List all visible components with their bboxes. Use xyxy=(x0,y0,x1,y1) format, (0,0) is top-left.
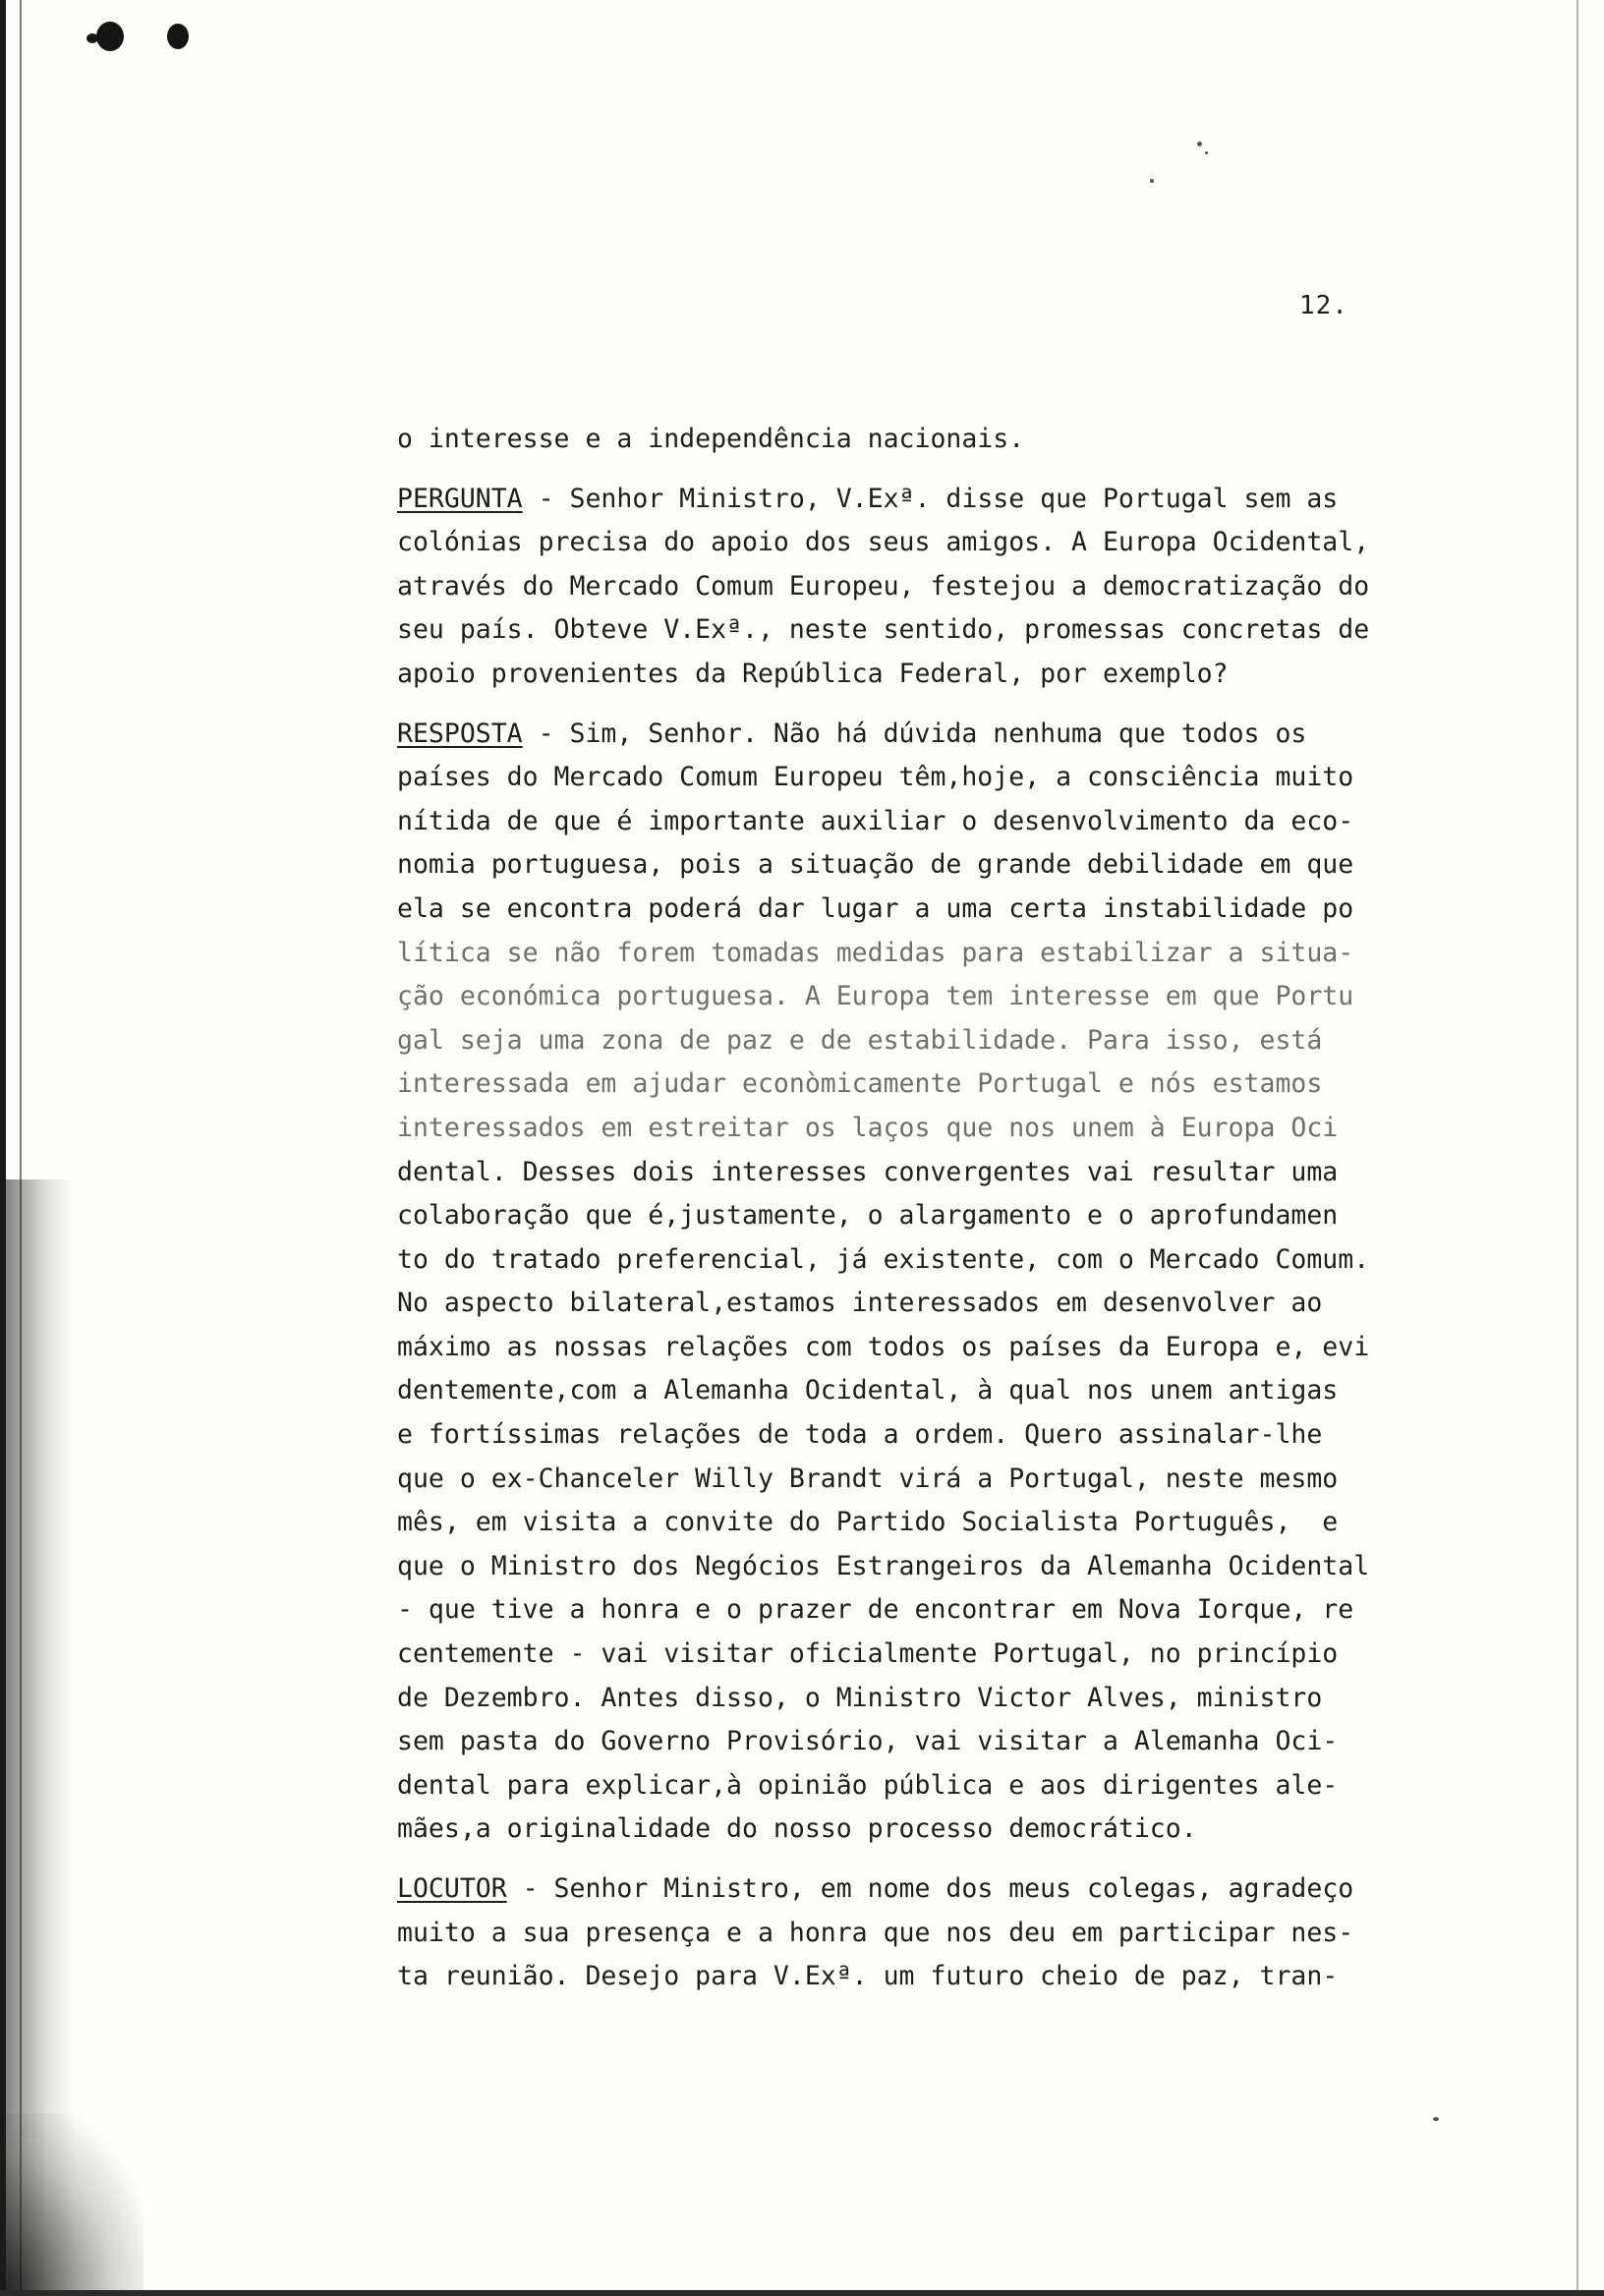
text-line xyxy=(397,1326,1508,1370)
text-line xyxy=(397,1545,1508,1589)
text-line xyxy=(397,608,1508,653)
text-line xyxy=(397,478,1508,522)
line-text: nítida de que é importante auxiliar o desenvolvimento da eco- xyxy=(397,805,1354,836)
text-line xyxy=(397,756,1508,800)
line-text: ção económica portuguesa. A Europa tem interesse em que Portu xyxy=(397,981,1354,1012)
line-text: muito a sua presença e a honra que nos deu em participar nes- xyxy=(397,1917,1354,1948)
paragraph xyxy=(397,418,1508,462)
text-line xyxy=(397,1151,1508,1195)
text-line xyxy=(397,1413,1508,1458)
line-text: que o Ministro dos Negócios Estrangeiros da Alemanha Ocidental xyxy=(397,1550,1370,1581)
text-line xyxy=(397,653,1508,697)
line-text: máximo as nossas relações com todos os países da Europa e, evi xyxy=(397,1331,1370,1362)
speaker-label: RESPOSTA xyxy=(397,718,523,749)
line-text: sem pasta do Governo Provisório, vai visitar a Alemanha Oci- xyxy=(397,1726,1339,1757)
text-line xyxy=(397,1588,1508,1633)
text-line xyxy=(397,418,1508,462)
line-text: interessada em ajudar econòmicamente Portugal e nós estamos xyxy=(397,1068,1323,1100)
text-line xyxy=(397,1369,1508,1413)
document-body xyxy=(397,418,1508,1999)
line-text: através do Mercado Comum Europeu, festejou a democratização do xyxy=(397,570,1370,602)
text-line xyxy=(397,1677,1508,1721)
text-line xyxy=(397,1912,1508,1956)
ink-blot xyxy=(96,22,124,51)
ink-speck xyxy=(1197,142,1202,146)
text-line xyxy=(397,1107,1508,1151)
line-text: - Senhor Ministro, V.Exª. disse que Portugal sem as xyxy=(522,483,1339,514)
line-text: gal seja uma zona de paz e de estabilidade. Para isso, está xyxy=(397,1024,1323,1056)
dialogue-locutor xyxy=(397,1867,1508,1999)
line-text: e fortíssimas relações de toda a ordem. Quero assinalar-lhe xyxy=(397,1419,1323,1451)
text-line xyxy=(397,1062,1508,1107)
line-text: que o ex-Chanceler Willy Brandt virá a Portugal, neste mesmo xyxy=(397,1463,1339,1494)
text-line xyxy=(397,1238,1508,1283)
text-line xyxy=(397,1194,1508,1238)
line-text: - Sim, Senhor. Não há dúvida nenhuma que todos os xyxy=(522,718,1307,749)
text-line xyxy=(397,843,1508,888)
speaker-label: LOCUTOR xyxy=(397,1873,507,1904)
line-text: ela se encontra poderá dar lugar a uma certa instabilidade po xyxy=(397,892,1354,924)
text-line xyxy=(397,713,1508,757)
text-line xyxy=(397,1633,1508,1677)
line-text: interessados em estreitar os laços que nos unem à Europa Oci xyxy=(397,1112,1339,1143)
dialogue-resposta xyxy=(397,713,1508,1852)
line-text: colaboração que é,justamente, o alargamento e o aprofundamen xyxy=(397,1200,1339,1232)
ink-blot xyxy=(167,24,189,49)
line-text: nomia portuguesa, pois a situação de grande debilidade em que xyxy=(397,849,1354,881)
line-text: dental. Desses dois interesses convergentes vai resultar uma xyxy=(397,1156,1339,1187)
dialogue-pergunta xyxy=(397,478,1508,697)
speaker-label: PERGUNTA xyxy=(397,483,523,514)
line-text: países do Mercado Comum Europeu têm,hoje, a consciência muito xyxy=(397,762,1354,793)
line-text: dental para explicar,à opinião pública e aos dirigentes ale- xyxy=(397,1769,1339,1801)
text-line xyxy=(397,1867,1508,1912)
line-text: No aspecto bilateral,estamos interessados em desenvolver ao xyxy=(397,1288,1323,1319)
text-line xyxy=(397,975,1508,1019)
line-text: centemente - vai visitar oficialmente Portugal, no princípio xyxy=(397,1638,1339,1670)
line-text: apoio provenientes da República Federal, por exemplo? xyxy=(397,658,1229,689)
line-text: ta reunião. Desejo para V.Exª. um futuro cheio de paz, tran- xyxy=(397,1961,1339,1992)
paragraph-gap xyxy=(397,1852,1508,1867)
scan-grime-corner xyxy=(6,2113,143,2296)
line-text: to do tratado preferencial, já existente, com o Mercado Comum. xyxy=(397,1243,1370,1275)
ink-blot xyxy=(86,33,98,43)
text-line xyxy=(397,1764,1508,1808)
paragraph-gap xyxy=(397,462,1508,478)
line-text: mães,a originalidade do nosso processo democrático. xyxy=(397,1813,1197,1845)
text-line xyxy=(397,1458,1508,1502)
page-number: 12. xyxy=(1299,291,1348,320)
line-text: lítica se não forem tomadas medidas para estabilizar a situa- xyxy=(397,937,1354,968)
line-text: mês, em visita a convite do Partido Socialista Português, e xyxy=(397,1507,1339,1538)
paragraph-gap xyxy=(397,697,1508,713)
scan-edge-right xyxy=(1576,0,1578,2296)
text-line xyxy=(397,932,1508,976)
text-line xyxy=(397,565,1508,609)
line-text: o interesse e a independência nacionais. xyxy=(397,424,1025,454)
line-text: colónias precisa do apoio dos seus amigos. A Europa Ocidental, xyxy=(397,527,1370,558)
ink-speck xyxy=(1205,151,1208,154)
ink-speck xyxy=(1433,2117,1439,2121)
ink-speck xyxy=(1150,179,1154,183)
scan-edge-bottom xyxy=(0,2290,1604,2296)
text-line xyxy=(397,1019,1508,1063)
text-line xyxy=(397,521,1508,565)
text-line xyxy=(397,888,1508,932)
text-line xyxy=(397,1720,1508,1764)
text-line xyxy=(397,1501,1508,1545)
line-text: de Dezembro. Antes disso, o Ministro Victor Alves, ministro xyxy=(397,1682,1323,1713)
text-line xyxy=(397,1808,1508,1852)
line-text: - Senhor Ministro, em nome dos meus colegas, agradeço xyxy=(506,1873,1354,1904)
text-line xyxy=(397,1955,1508,1999)
line-text: - que tive a honra e o prazer de encontrar em Nova Iorque, re xyxy=(397,1594,1354,1626)
line-text: dentemente,com a Alemanha Ocidental, à qual nos unem antigas xyxy=(397,1375,1339,1406)
text-line xyxy=(397,1282,1508,1326)
text-line xyxy=(397,800,1508,844)
line-text: seu país. Obteve V.Exª., neste sentido, promessas concretas de xyxy=(397,614,1370,646)
